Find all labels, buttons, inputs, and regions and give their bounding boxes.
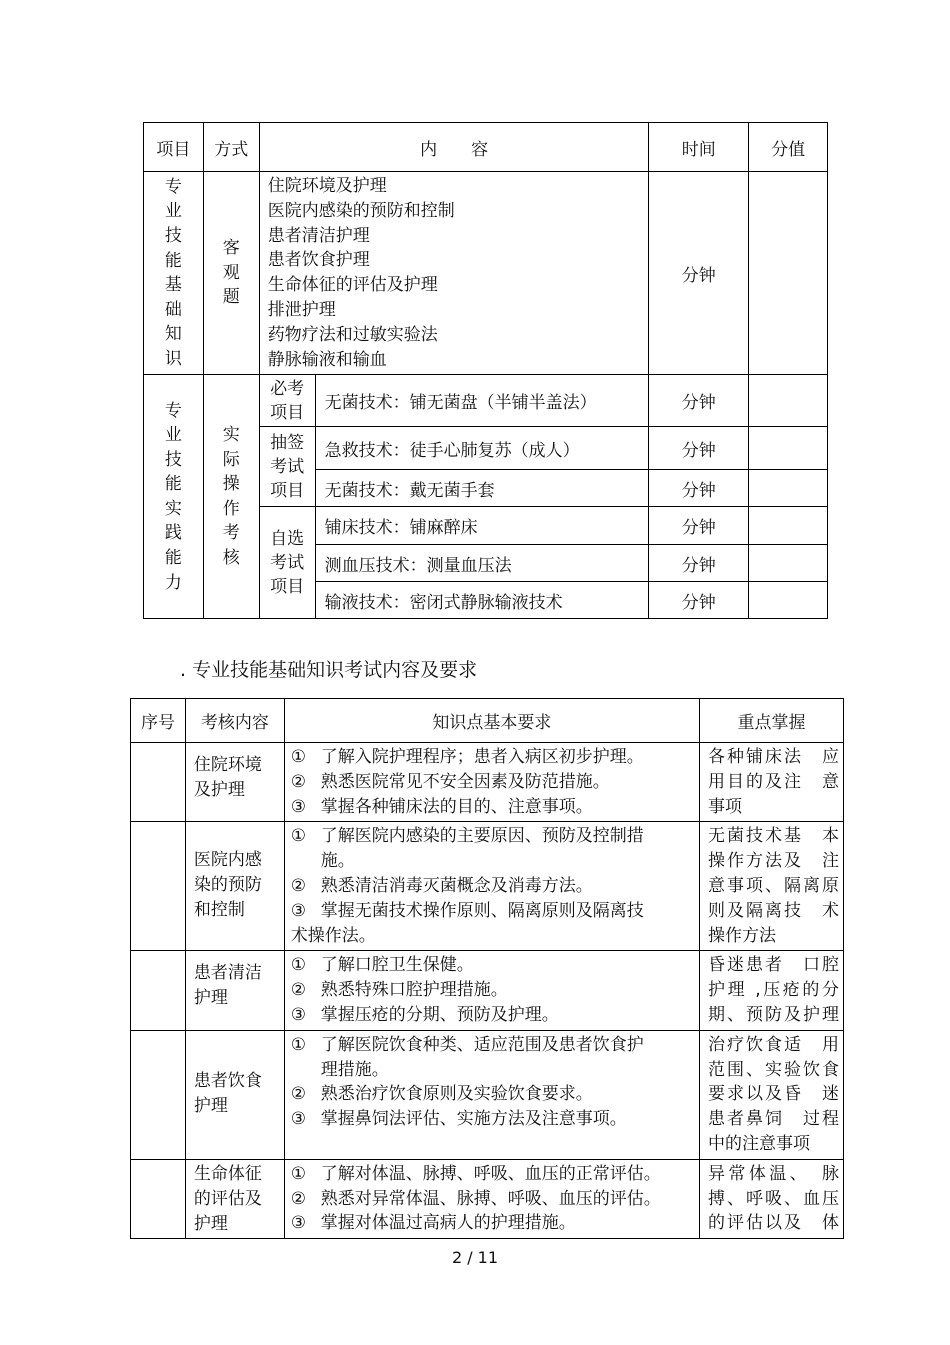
- row-topic: 生命体征 的评估及 护理: [185, 1159, 284, 1238]
- header-method: 方式: [203, 123, 259, 172]
- row-topic: 患者清洁 护理: [185, 951, 284, 1030]
- practice-item-score: [749, 427, 828, 470]
- theory-score: [749, 172, 828, 375]
- header-topic: 考核内容: [185, 699, 284, 743]
- theory-row: [144, 172, 828, 375]
- practice-item-score: [749, 507, 828, 545]
- knowledge-requirements-table: [130, 698, 844, 1239]
- list-item: ③ 掌握压疮的分期、预防及护理。: [290, 1004, 559, 1025]
- list-item: ① 了解入院护理程序；患者入病区初步护理。: [290, 747, 644, 767]
- practice-item-score: [749, 470, 828, 507]
- list-item: 施。: [320, 851, 355, 872]
- table-row: [131, 822, 844, 951]
- table-row: [131, 951, 844, 1030]
- list-item: 住院环境及护理: [267, 176, 387, 196]
- practice-item: 无菌技术：戴无菌手套: [315, 470, 649, 507]
- list-item: ③ 掌握各种铺床法的目的、注意事项。: [290, 796, 593, 817]
- section-title: . 专业技能基础知识考试内容及要求: [180, 659, 478, 681]
- practice-item: 铺床技术：铺麻醉床: [315, 507, 649, 545]
- list-item: ① 了解医院内感染的主要原因、预防及控制措: [290, 826, 644, 847]
- list-item: ② 熟悉特殊口腔护理措施。: [290, 980, 508, 1001]
- theory-topic-list: [259, 172, 649, 375]
- row-number: [131, 822, 186, 951]
- row-requirements: [284, 822, 699, 951]
- row-key-points: 异常体温、 脉 搏、呼吸、血压 的评估以及 体: [700, 1159, 844, 1238]
- practice-item-time: 分钟: [649, 582, 749, 619]
- practice-item-score: [749, 582, 828, 619]
- row-topic: 患者饮食 护理: [185, 1030, 284, 1159]
- row-key-points: 无菌技术基 本 操作方法及 注 意事项、隔离原 则及隔离技 术 操作方法: [700, 822, 844, 951]
- row-number: [131, 1159, 186, 1238]
- table-row: [131, 1030, 844, 1159]
- list-item: 医院内感染的预防和控制: [267, 200, 455, 221]
- list-item: ① 了解医院饮食种类、适应范围及患者饮食护: [290, 1034, 644, 1055]
- group-draw: 抽签 考试 项目: [259, 427, 315, 507]
- header-time: 时间: [649, 123, 749, 172]
- list-item: ② 熟悉清洁消毒灭菌概念及消毒方法。: [290, 875, 593, 896]
- list-item: 静脉输液和输血: [267, 349, 387, 370]
- list-item: ① 了解对体温、脉搏、呼吸、血压的正常评估。: [290, 1163, 661, 1184]
- row-key-points: 治疗饮食适 用 范围、实验饮食 要求以及昏 迷 患者鼻饲 过程 中的注意事项: [700, 1030, 844, 1159]
- row-number: [131, 951, 186, 1030]
- practice-row: [144, 375, 828, 427]
- row-topic: 住院环境 及护理: [185, 743, 284, 822]
- row-key-points: 昏迷患者 口腔 护理 ,压疮的分 期、预防及护理: [700, 951, 844, 1030]
- header-no: 序号: [131, 699, 186, 743]
- list-item: ① 了解口腔卫生保健。: [290, 955, 474, 976]
- row-topic: 医院内感 染的预防 和控制: [185, 822, 284, 951]
- practice-item: 输液技术：密闭式静脉输液技术: [315, 582, 649, 619]
- practice-item-time: 分钟: [649, 427, 749, 470]
- header-score: 分值: [749, 123, 828, 172]
- list-item: 理措施。: [320, 1059, 389, 1080]
- practice-item-time: 分钟: [649, 507, 749, 545]
- list-item: 排泄护理: [267, 299, 336, 320]
- list-item: 药物疗法和过敏实验法: [267, 324, 438, 345]
- table-row: [131, 1159, 844, 1238]
- table-header-row: [144, 123, 828, 172]
- page-number: 2 / 11: [451, 1248, 499, 1267]
- practice-method: 实 际 操 作 考 核: [203, 375, 259, 619]
- theory-time: 分钟: [649, 172, 749, 375]
- theory-method: 客 观 题: [203, 172, 259, 375]
- list-item: 患者饮食护理: [267, 250, 370, 271]
- practice-item: 无菌技术：铺无菌盘（半铺半盖法）: [315, 375, 649, 427]
- list-item: ③ 掌握鼻饲法评估、实施方法及注意事项。: [290, 1109, 627, 1130]
- practice-item-time: 分钟: [649, 470, 749, 507]
- group-elective: 自选 考试 项目: [259, 507, 315, 619]
- row-number: [131, 743, 186, 822]
- list-item: ③ 掌握无菌技术操作原则、隔离原则及隔离技: [290, 900, 644, 921]
- table-header-row: [131, 699, 844, 743]
- header-requirements: 知识点基本要求: [284, 699, 699, 743]
- practice-item-time: 分钟: [649, 375, 749, 427]
- row-requirements: [284, 951, 699, 1030]
- practice-item-time: 分钟: [649, 545, 749, 582]
- row-requirements: [284, 1030, 699, 1159]
- practice-category: 专 业 技 能 实 践 能 力: [144, 375, 204, 619]
- row-key-points: 各种铺床法 应 用目的及注 意 事项: [700, 743, 844, 822]
- header-key-points: 重点掌握: [700, 699, 844, 743]
- list-item: ② 熟悉治疗饮食原则及实验饮食要求。: [290, 1084, 593, 1105]
- row-requirements: [284, 1159, 699, 1238]
- exam-structure-table: [143, 122, 828, 619]
- practice-item-score: [749, 375, 828, 427]
- header-content: 内 容: [259, 123, 649, 172]
- row-requirements: [284, 743, 699, 822]
- list-item: ② 熟悉医院常见不安全因素及防范措施。: [290, 771, 610, 792]
- header-item: 项目: [144, 123, 204, 172]
- list-item: 患者清洁护理: [267, 225, 370, 246]
- group-required: 必考 项目: [259, 375, 315, 427]
- list-item: 术操作法。: [290, 925, 376, 946]
- row-number: [131, 1030, 186, 1159]
- list-item: ② 熟悉对异常体温、脉搏、呼吸、血压的评估。: [290, 1188, 661, 1209]
- theory-category: 专 业 技 能 基 础 知 识: [144, 172, 204, 375]
- list-item: 生命体征的评估及护理: [267, 275, 438, 296]
- list-item: ③ 掌握对体温过高病人的护理措施。: [290, 1213, 576, 1234]
- practice-item: 测血压技术：测量血压法: [315, 545, 649, 582]
- practice-item-score: [749, 545, 828, 582]
- practice-item: 急救技术：徒手心肺复苏（成人）: [315, 427, 649, 470]
- table-row: [131, 743, 844, 822]
